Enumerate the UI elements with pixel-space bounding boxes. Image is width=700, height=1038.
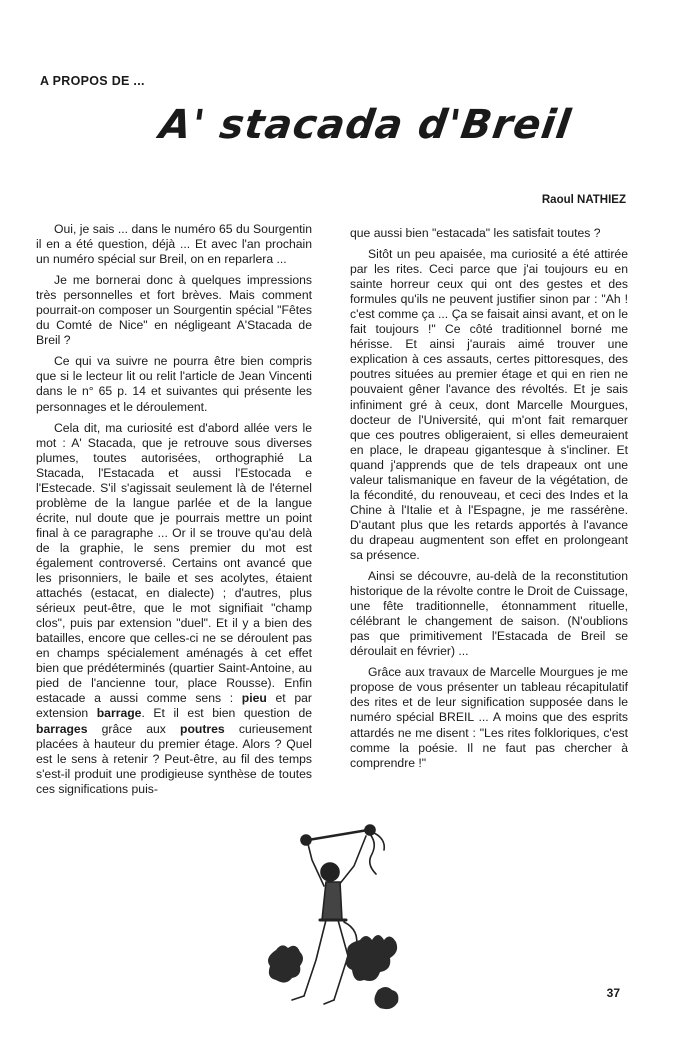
article-title: A' stacada d'Breil bbox=[156, 102, 575, 148]
paragraph: Je me bornerai donc à quelques impressions très personnelles et fort brèves. Mais comment pourrait-on composer un Sourgentin spécial "Fêtes du Comté de Nice" en négligeant A'Stacada de Breil ? bbox=[36, 273, 312, 348]
paragraph: Sitôt un peu apaisée, ma curiosité a été attirée par les rites. Ceci parce que j'ai toujours eu en sainte horreur ceux qui ont des gestes et des formules qu'ils ne peuvent justifier sinon par : "Ah ! c'est comme ça ... Ça se faisait ainsi avant, et on le fait toujours !" Ce côté traditionnel borné me hérisse. Et ainsi j'aurais aimé trouver une explication à ces assauts, certes pittoresques, des poutres situées au premier étage et qui en rien ne pouvaient gêner l'avance des révoltés. Et je sais infiniment gré à ceux, dont Marcelle Mourgues, docteur de l'Université, qui m'ont fait remarquer que ces poutres obligeraient, si elles demeuraient en place, le drapeau gigantesque à s'incliner. Et quand j'apprends que de tels drapeaux ont une valeur talismanique en faveur de la végétation, de la fécondité, du renouveau, et ceci des Indes et la Chine à l'Italie et à l'Espagne, je me rassérène. D'autant plus que les retards apportés à l'avance du drapeau augmentent son effet en prolongeant sa présence. bbox=[350, 247, 628, 562]
text-run: curieusement placées à hauteur du premier étage. Alors ? Quel est le sens à retenir ? Peut-être, au fil des temps s'est-il produit une prodigieuse synthèse de toutes ces significations puis- bbox=[36, 721, 313, 796]
bold-word: pieu bbox=[241, 691, 267, 706]
author-name: Raoul NATHIEZ bbox=[541, 194, 626, 206]
paragraph: Oui, je sais ... dans le numéro 65 du Sourgentin il en a été question, déjà ... Et avec l'an prochain un numéro spécial sur Breil, on en reparlera ... bbox=[36, 222, 312, 267]
paragraph: Ce qui va suivre ne pourra être bien compris que si le lecteur lit ou relit l'article de Jean Vincenti dans le n° 65 p. 14 et suivantes qui présente les personnages et le déroulement. bbox=[36, 354, 312, 414]
paragraph-continuation: que aussi bien "estacada" les satisfait toutes ? bbox=[350, 226, 601, 240]
text-run: et par extension bbox=[36, 691, 312, 721]
bold-word: barrage bbox=[96, 706, 142, 721]
bold-word: barrages bbox=[36, 721, 88, 736]
left-column bbox=[36, 222, 312, 803]
paragraph: Ainsi se découvre, au-delà de la reconstitution historique de la révolte contre le Droit de Cuissage, une fête traditionnelle, étonnamment rituelle, célébrant le changement de saison. (N'oublions pas que primitivement l'Estacada de Breil se déroulait en février) ... bbox=[350, 569, 628, 659]
paragraph bbox=[36, 421, 312, 797]
section-kicker: A PROPOS DE ... bbox=[40, 74, 145, 88]
right-column bbox=[350, 226, 628, 777]
text-run: . Et il est bien question de bbox=[141, 706, 312, 721]
dancer-illustration bbox=[268, 820, 428, 1020]
text-run: grâce aux bbox=[101, 721, 166, 736]
paragraph: Grâce aux travaux de Marcelle Mourgues je me propose de vous présenter un tableau récapitulatif des rites et de leur signification supposée dans le numéro spécial BREIL ... A moins que des esprits attardés ne me disent : "Les rites folkloriques, c'est comme la poésie. Il ne faut pas chercher à comprendre !" bbox=[350, 665, 628, 770]
bold-word: poutres bbox=[180, 721, 225, 736]
page-number: 37 bbox=[606, 986, 620, 1000]
text-run: Cela dit, ma curiosité est d'abord allée vers le mot : A' Stacada, que je retrouve sous diverses plumes, toutes autorisées, orthographié La Stacada, l'Estacada et aussi l'Estocada e l'Estecade. S'il s'agissait seulement là de l'éternel problème de la langue parlée et de la langue écrite, nul doute que je pourrais mettre un point final à ce paragraphe ... Or il se trouve qu'au delà de la graphie, le sens premier du mot est également controversé. Certains ont avancé que les prisonniers, le baile et ses acolytes, étaient attachés (estacat, en dialecte) ; d'autres, plus sérieux peut-être, que le mot signifiait "champ clos", puis par extension "duel". Et il y a bien des batailles, encore que celles-ci ne se déroulent pas en champs spécialement aménagés à cet effet bien que prédéterminés (quartier Saint-Antoine, au pied de l'ancienne tour, place Rousse). Enfin estacade a aussi comme sens : bbox=[36, 420, 312, 706]
